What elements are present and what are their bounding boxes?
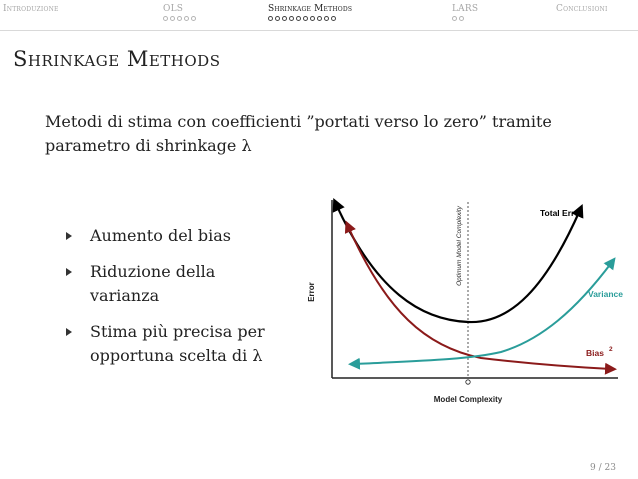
bias-superscript: 2 (609, 346, 613, 353)
x-axis-label: Model Complexity (433, 395, 503, 404)
nav-progress-dot[interactable] (317, 16, 322, 21)
bullet-text: Riduzione della varianza (90, 262, 216, 305)
nav-progress-dot[interactable] (191, 16, 196, 21)
nav-progress-dot[interactable] (459, 16, 464, 21)
nav-progress-dot[interactable] (289, 16, 294, 21)
nav-section-lars[interactable]: LARS (452, 4, 479, 14)
nav-progress-dot[interactable] (184, 16, 189, 21)
bullet-triangle-icon (66, 268, 72, 276)
nav-progress-dot[interactable] (452, 16, 457, 21)
bullet-item (66, 260, 286, 308)
optimum-marker (466, 380, 470, 384)
bullet-text: Aumento del bias (90, 226, 231, 245)
intro-text (45, 110, 585, 158)
bullet-text: Stima più precisa per opportuna scelta di λ (90, 322, 265, 365)
bias-label: Bias (586, 348, 604, 358)
page-number: 9 / 23 (590, 463, 616, 473)
navigation-bar (0, 0, 638, 30)
y-axis-label: Error (307, 282, 316, 302)
nav-divider (0, 30, 638, 31)
bullet-triangle-icon (66, 232, 72, 240)
nav-section-ols[interactable]: OLS (163, 4, 184, 14)
intro-line-2: parametro di shrinkage λ (45, 136, 252, 155)
nav-progress-dot[interactable] (310, 16, 315, 21)
nav-progress-dot[interactable] (268, 16, 273, 21)
nav-progress-dot[interactable] (275, 16, 280, 21)
nav-progress-dot[interactable] (296, 16, 301, 21)
variance-label: Variance (588, 289, 623, 299)
nav-progress-dot[interactable] (303, 16, 308, 21)
variance-curve (354, 262, 612, 364)
nav-section-introduzione[interactable]: Introduzione (3, 4, 59, 14)
slide-title: Shrinkage Methods (13, 47, 221, 71)
nav-progress-dot[interactable] (170, 16, 175, 21)
nav-progress-dot[interactable] (177, 16, 182, 21)
bullet-triangle-icon (66, 328, 72, 336)
bullet-item (66, 320, 286, 368)
optimum-label: Optimum Model Complexity (456, 206, 463, 286)
bias-curve (348, 226, 611, 369)
nav-progress-dot[interactable] (324, 16, 329, 21)
bias-variance-figure (296, 192, 630, 412)
bullet-item (66, 224, 286, 248)
nav-progress-dot[interactable] (282, 16, 287, 21)
intro-line-1: Metodi di stima con coefficienti ”portati verso lo zero” tramite (45, 112, 552, 131)
nav-progress-dot[interactable] (331, 16, 336, 21)
bullet-list (66, 224, 286, 380)
total-error-label: Total Error (540, 208, 583, 218)
nav-section-conclusioni[interactable]: Conclusioni (556, 4, 608, 14)
nav-progress-dot[interactable] (163, 16, 168, 21)
nav-section-shrinkage-methods[interactable]: Shrinkage Methods (268, 4, 353, 14)
